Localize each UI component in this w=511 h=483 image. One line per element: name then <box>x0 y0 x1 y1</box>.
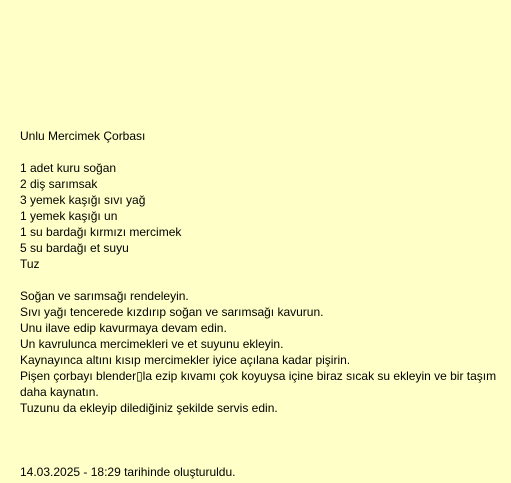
step-item: Un kavrulunca mercimekleri ve et suyunu ekleyin. <box>20 337 284 351</box>
created-timestamp: 14.03.2025 - 18:29 tarihinde oluşturuldu. <box>20 465 236 479</box>
step-item: Pişen çorbayı blender▯la ezip kıvamı çok koyuysa içine biraz sıcak su ekleyin ve bir taşım daha kaynatın. <box>20 369 497 399</box>
ingredient-item: 3 yemek kaşığı sıvı yağ <box>20 193 146 207</box>
ingredient-item: 2 diş sarımsak <box>20 177 98 191</box>
ingredient-list <box>20 160 506 272</box>
recipe-title: Unlu Mercimek Çorbası <box>20 129 146 143</box>
ingredient-item: 1 su bardağı kırmızı mercimek <box>20 225 182 239</box>
ingredient-item: 1 adet kuru soğan <box>20 161 117 175</box>
ingredient-item: 5 su bardağı et suyu <box>20 241 129 255</box>
step-item: Kaynayınca altını kısıp mercimekler iyice açılana kadar pişirin. <box>20 353 351 367</box>
ingredient-item: 1 yemek kaşığı un <box>20 209 118 223</box>
spacer <box>20 272 506 288</box>
step-item: Soğan ve sarımsağı rendeleyin. <box>20 289 189 303</box>
step-item: Sıvı yağı tencerede kızdırıp soğan ve sarımsağı kavurun. <box>20 305 324 319</box>
spacer <box>20 144 506 160</box>
recipe-document <box>20 128 506 416</box>
step-item: Tuzunu da ekleyip dilediğiniz şekilde servis edin. <box>20 401 278 415</box>
step-item: Unu ilave edip kavurmaya devam edin. <box>20 321 227 335</box>
ingredient-item: Tuz <box>20 257 40 271</box>
step-list <box>20 288 506 416</box>
